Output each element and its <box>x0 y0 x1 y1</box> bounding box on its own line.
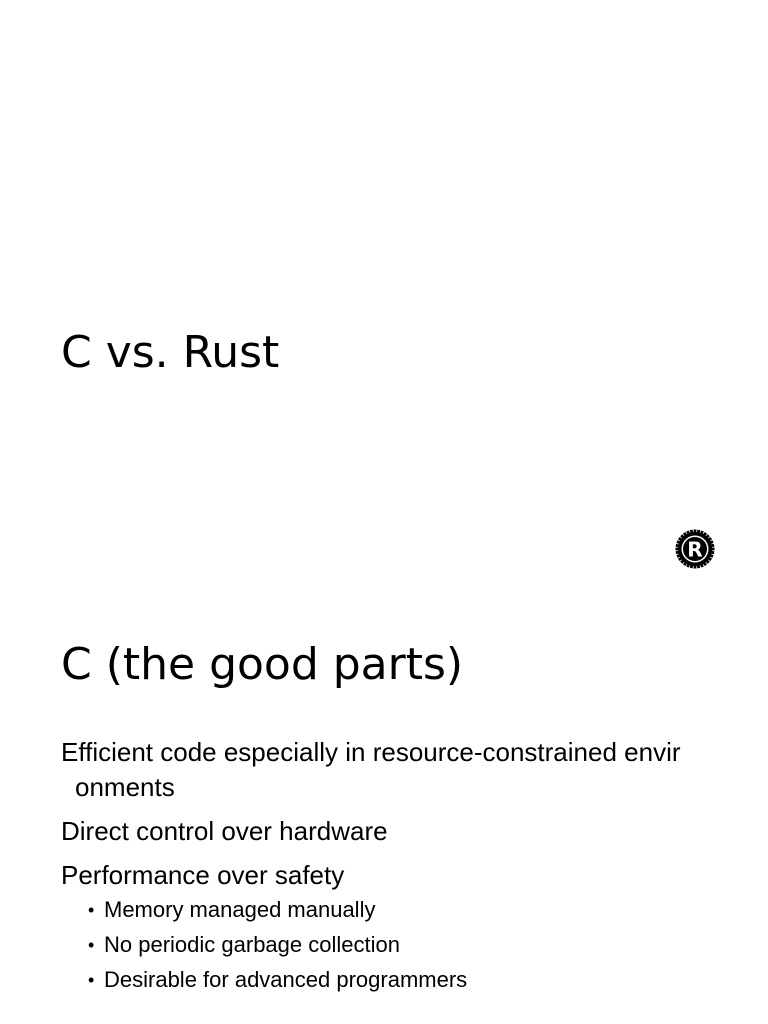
list-item <box>0 897 768 923</box>
list-item <box>0 814 715 849</box>
bullet-text: No periodic garbage collection <box>104 932 400 957</box>
list-item <box>0 858 715 893</box>
bullet-list <box>0 735 768 1002</box>
bullet-dot-icon: • <box>88 900 95 920</box>
list-item <box>0 735 715 805</box>
gear-tooth <box>694 564 697 569</box>
slide-title: C (the good parts) <box>61 639 464 690</box>
bullet-text: Efficient code especially in resource-constrained envir onments <box>61 737 681 802</box>
gear-tooth <box>676 548 681 551</box>
list-item <box>0 967 768 993</box>
bullet-text: Performance over safety <box>61 860 345 890</box>
rust-logo-icon <box>675 529 715 569</box>
gear-tooth <box>694 530 697 535</box>
slide-title: C vs. Rust <box>61 327 280 378</box>
list-item <box>0 932 768 958</box>
bullet-dot-icon: • <box>88 935 95 955</box>
gear-tooth <box>710 548 715 551</box>
bullet-text: Desirable for advanced programmers <box>104 967 468 992</box>
bullet-dot-icon: • <box>88 970 95 990</box>
bullet-text: Direct control over hardware <box>61 816 388 846</box>
bullet-text: Memory managed manually <box>104 897 376 922</box>
svg-text:R: R <box>687 537 703 562</box>
